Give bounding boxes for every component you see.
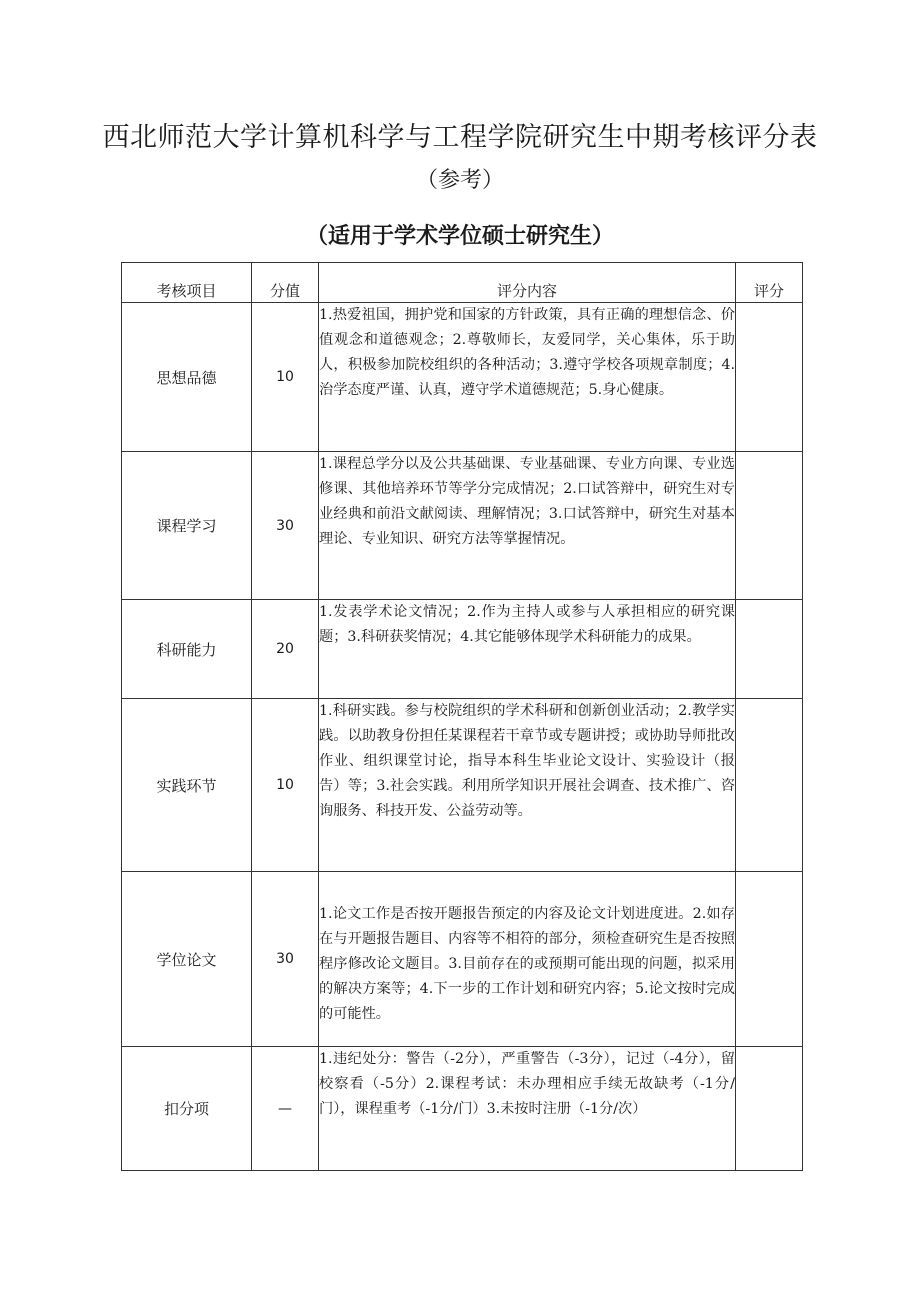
content-cell: 1.发表学术论文情况；2.作为主持人或参与人承担相应的研究课题；3.科研获奖情况；4.其它能够体现学术科研能力的成果。 [319,600,736,699]
item-cell: 扣分项 [122,1047,252,1171]
grade-cell[interactable] [736,872,803,1047]
item-cell: 实践环节 [122,699,252,872]
score-cell: 30 [252,872,319,1047]
applicability-note: （适用于学术学位硕士研究生） [305,224,614,249]
grade-cell[interactable] [736,303,803,452]
table-row-moral [122,303,803,452]
table-header-row [122,263,803,303]
score-cell: 10 [252,303,319,452]
header-grade: 评分 [736,263,803,303]
evaluation-table [121,262,803,1171]
content-cell: 1.论文工作是否按开题报告预定的内容及论文计划进度进。2.如存在与开题报告题目、内容等不相符的部分，须检查研究生是否按照程序修改论文题目。3.目前存在的或预期可能出现的问题，拟采用的解决方案等；4.下一步的工作计划和研究内容；5.论文按时完成的可能性。 [319,872,736,1047]
header-item: 考核项目 [122,263,252,303]
score-cell: 20 [252,600,319,699]
score-cell: 30 [252,452,319,600]
item-cell: 学位论文 [122,872,252,1047]
grade-cell[interactable] [736,600,803,699]
grade-cell[interactable] [736,699,803,872]
header-score: 分值 [252,263,319,303]
score-cell: — [252,1047,319,1171]
table-row-thesis [122,872,803,1047]
content-cell: 1.违纪处分：警告（-2分），严重警告（-3分），记过（-4分），留校察看（-5分）2.课程考试：未办理相应手续无故缺考（-1分/门），课程重考（-1分/门）3.未按时注册（-1分/次） [319,1047,736,1171]
content-cell: 1.热爱祖国，拥护党和国家的方针政策，具有正确的理想信念、价值观念和道德观念；2.尊敬师长，友爱同学，关心集体，乐于助人，积极参加院校组织的各种活动；3.遵守学校各项规章制度；4.治学态度严谨、认真，遵守学术道德规范；5.身心健康。 [319,303,736,452]
content-cell: 1.课程总学分以及公共基础课、专业基础课、专业方向课、专业选修课、其他培养环节等学分完成情况；2.口试答辩中，研究生对专业经典和前沿文献阅读、理解情况；3.口试答辩中，研究生对基本理论、专业知识、研究方法等掌握情况。 [319,452,736,600]
table-row-practice [122,699,803,872]
document-title: 西北师范大学计算机科学与工程学院研究生中期考核评分表 [102,122,818,153]
document-subtitle: （参考） [415,168,504,193]
content-cell: 1.科研实践。参与校院组织的学术科研和创新创业活动；2.教学实践。以助教身份担任某课程若干章节或专题讲授；或协助导师批改作业、组织课堂讨论，指导本科生毕业论文设计、实验设计（报告）等；3.社会实践。利用所学知识开展社会调查、技术推广、咨询服务、科技开发、公益劳动等。 [319,699,736,872]
header-content: 评分内容 [319,263,736,303]
grade-cell[interactable] [736,1047,803,1171]
grade-cell[interactable] [736,452,803,600]
table-row-research [122,600,803,699]
item-cell: 科研能力 [122,600,252,699]
table-row-deductions [122,1047,803,1171]
score-cell: 10 [252,699,319,872]
item-cell: 思想品德 [122,303,252,452]
item-cell: 课程学习 [122,452,252,600]
table-row-courses [122,452,803,600]
